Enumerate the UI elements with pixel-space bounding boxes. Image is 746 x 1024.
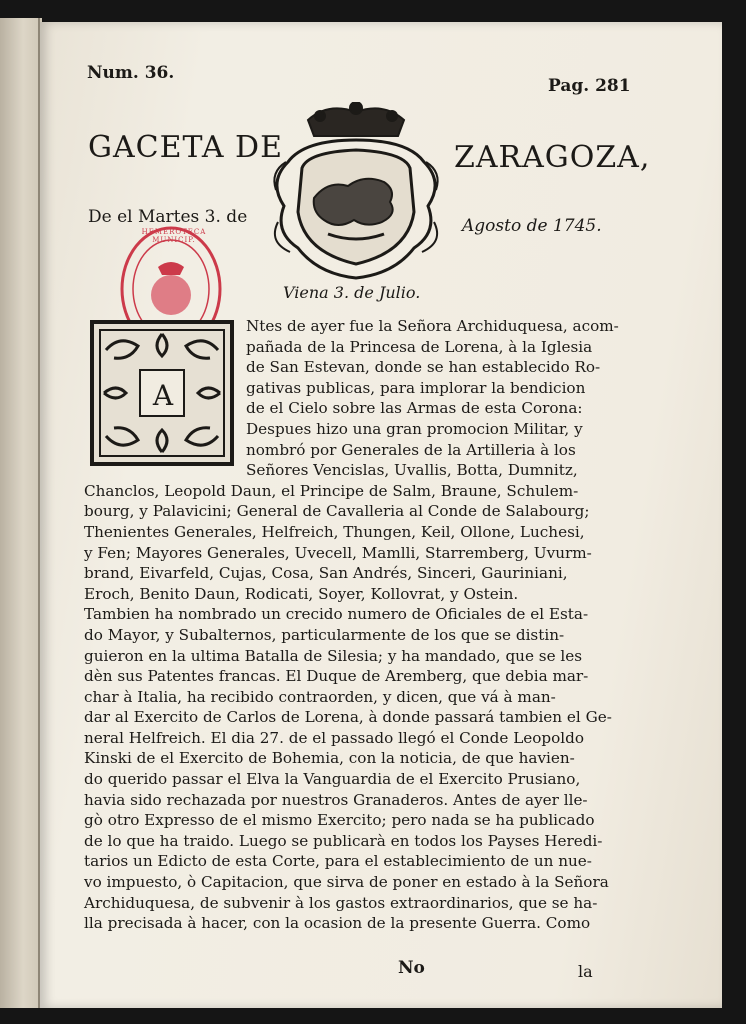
article-line: y Fen; Mayores Generales, Uvecell, Mamlli, Starremberg, Uvurm-: [84, 543, 592, 562]
article-line: char à Italia, ha recibido contraorden, y dicen, que vá à man-: [84, 687, 556, 706]
article-line: do querido passar el Elva la Vanguardia de el Exercito Prusiano,: [84, 770, 581, 789]
stamp-text: HEMEROTECA MUNICIP.: [141, 228, 207, 244]
article-line: Archiduquesa, de subvenir à los gastos extraordinarios, que se ha-: [84, 893, 598, 912]
issue-date-left: De el Martes 3. de: [88, 207, 248, 227]
article-line: gò otro Expresso de el mismo Exercito; pero nada se ha publicado: [84, 811, 595, 830]
article-line: guieron en la ultima Batalla de Silesia; y ha mandado, que se les: [84, 646, 583, 665]
article-line: Tambien ha nombrado un crecido numero de Oficiales de el Esta-: [84, 605, 589, 624]
article-line: nombró por Generales de la Artilleria à los: [246, 440, 576, 459]
article-line: pañada de la Princesa de Lorena, à la Iglesia: [246, 337, 593, 356]
article-line: tarios un Edicto de esta Corte, para el establecimiento de un nue-: [84, 852, 592, 871]
article-line: de el Cielo sobre las Armas de esta Corona:: [246, 399, 583, 418]
page-number: Pag. 281: [548, 76, 631, 96]
article-line: de San Estevan, donde se han establecido Ro-: [246, 358, 601, 377]
article-line: de lo que ha traido. Luego se publicarà en todos los Payses Heredi-: [84, 831, 603, 850]
article-line: Despues hizo una gran promocion Militar, y: [246, 419, 583, 438]
article-line: Eroch, Benito Daun, Rodicati, Soyer, Kollovrat, y Ostein.: [84, 584, 519, 603]
article-line: brand, Eivarfeld, Cujas, Cosa, San Andrés, Sinceri, Gauriniani,: [84, 564, 568, 583]
catchword-right: la: [578, 962, 593, 981]
article-line: lla precisada à hacer, con la ocasion de la presente Guerra. Como: [84, 914, 591, 933]
issue-number: Num. 36.: [87, 63, 175, 83]
article-line: Ntes de ayer fue la Señora Archiduquesa, acom-: [246, 317, 619, 335]
article-line: vo impuesto, ò Capitacion, que sirva de poner en estado à la Señora: [84, 873, 609, 892]
article-line: Kinski de el Exercito de Bohemia, con la noticia, de que havien-: [84, 749, 575, 768]
drop-cap-letter: A: [152, 379, 174, 412]
article-line: havia sido rechazada por nuestros Granaderos. Antes de ayer lle-: [84, 790, 588, 809]
coat-of-arms-emblem: [268, 102, 444, 282]
masthead-title-right: ZARAGOZA,: [454, 140, 651, 175]
article-line: Señores Vencislas, Uvallis, Botta, Dumnitz,: [246, 461, 578, 480]
article-line: dar al Exercito de Carlos de Lorena, à donde passará tambien el Ge-: [84, 708, 612, 727]
article-dateline: Viena 3. de Julio.: [283, 283, 421, 302]
catchword-center: No: [398, 958, 425, 978]
article-line: do Mayor, y Subalternos, particularmente de los que se distin-: [84, 625, 565, 644]
article-line: bourg, y Palavicini; General de Cavalleria al Conde de Salabourg;: [84, 502, 590, 521]
masthead-title-left: GACETA DE: [88, 130, 284, 165]
article-line: Thenientes Generales, Helfreich, Thungen, Keil, Ollone, Luchesi,: [84, 522, 585, 541]
article-line: gativas publicas, para implorar la bendicion: [246, 378, 586, 397]
article-body: [84, 316, 624, 934]
article-line: neral Helfreich. El dia 27. de el passado llegó el Conde Leopoldo: [84, 728, 585, 747]
article-line: Chanclos, Leopold Daun, el Principe de Salm, Braune, Schulem-: [84, 481, 579, 500]
issue-date-right: Agosto de 1745.: [462, 216, 602, 236]
facing-page-edge: [0, 18, 42, 1008]
article-line: dèn sus Patentes francas. El Duque de Aremberg, que debia mar-: [84, 667, 589, 686]
